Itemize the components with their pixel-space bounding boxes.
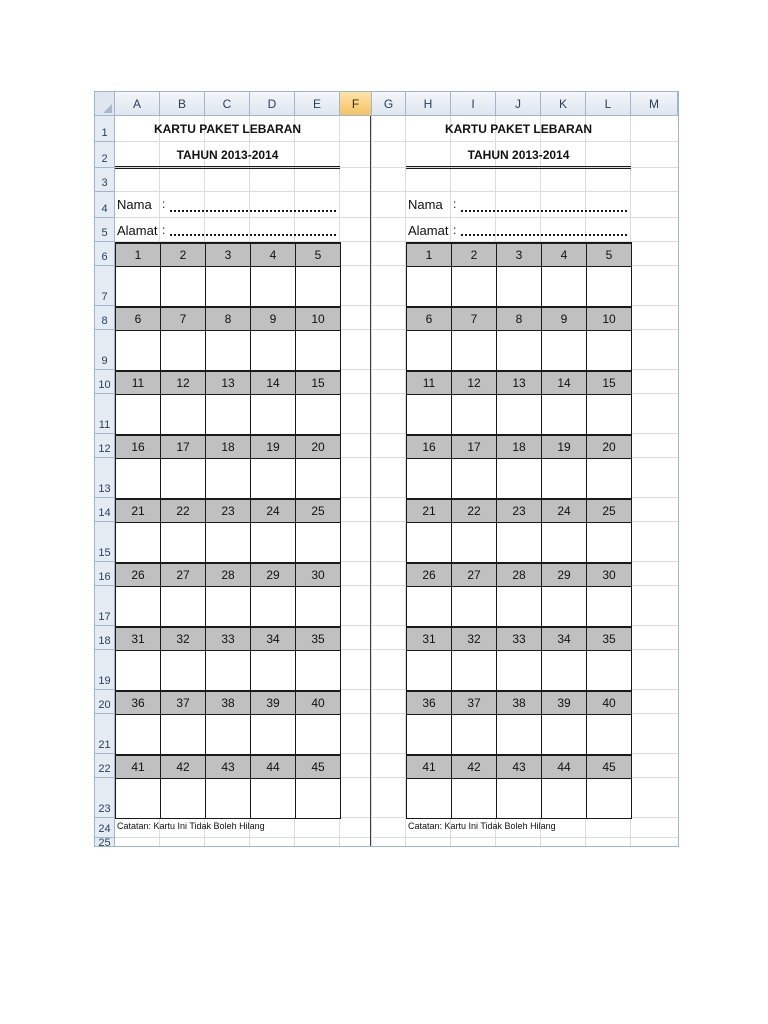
column-header-e[interactable]: E (295, 92, 340, 116)
stamp-box[interactable] (496, 522, 542, 563)
stamp-box[interactable] (541, 650, 587, 691)
stamp-box[interactable] (586, 266, 632, 307)
stamp-box[interactable] (586, 330, 632, 371)
row-header-15[interactable]: 15 (95, 522, 115, 562)
name-fill-line[interactable] (461, 210, 627, 212)
number-cell: 19 (250, 434, 296, 459)
stamp-box[interactable] (586, 714, 632, 755)
stamp-box[interactable] (586, 394, 632, 435)
stamp-box[interactable] (541, 394, 587, 435)
name-colon: : (453, 197, 457, 211)
number-cell: 18 (205, 434, 251, 459)
gridline (115, 191, 678, 192)
column-header-d[interactable]: D (250, 92, 295, 116)
column-header-i[interactable]: I (451, 92, 496, 116)
number-cell: 40 (295, 690, 341, 715)
stamp-box[interactable] (115, 266, 161, 307)
stamp-box[interactable] (406, 394, 452, 435)
row-header-13[interactable]: 13 (95, 458, 115, 498)
number-cell: 14 (541, 370, 587, 395)
stamp-box[interactable] (250, 650, 296, 691)
number-cell: 38 (205, 690, 251, 715)
card-year: TAHUN 2013-2014 (176, 148, 279, 162)
stamp-box[interactable] (250, 394, 296, 435)
number-cell: 29 (541, 562, 587, 587)
row-header-2[interactable]: 2 (95, 142, 115, 168)
stamp-box[interactable] (586, 586, 632, 627)
number-cell: 10 (586, 306, 632, 331)
address-label: Alamat (408, 223, 449, 238)
stamp-box[interactable] (205, 586, 251, 627)
stamp-box[interactable] (451, 586, 497, 627)
stamp-box[interactable] (295, 778, 341, 819)
number-cell: 4 (250, 242, 296, 267)
number-cell: 22 (160, 498, 206, 523)
column-header-a[interactable]: A (115, 92, 160, 116)
stamp-box[interactable] (496, 650, 542, 691)
address-fill-line[interactable] (170, 234, 336, 236)
number-cell: 27 (160, 562, 206, 587)
number-cell: 44 (541, 754, 587, 779)
card-note: Catatan: Kartu Ini Tidak Boleh Hilang (117, 821, 265, 831)
page-break-line (370, 116, 371, 846)
number-cell: 20 (295, 434, 341, 459)
number-cell: 25 (295, 498, 341, 523)
address-colon: : (453, 223, 457, 237)
number-cell: 24 (541, 498, 587, 523)
spreadsheet-grid[interactable] (94, 91, 679, 847)
number-cell: 37 (160, 690, 206, 715)
stamp-box[interactable] (205, 522, 251, 563)
number-cell: 7 (160, 306, 206, 331)
number-cell: 31 (115, 626, 161, 651)
number-cell: 35 (586, 626, 632, 651)
row-header-16[interactable]: 16 (95, 562, 115, 586)
stamp-box[interactable] (406, 330, 452, 371)
number-cell: 12 (160, 370, 206, 395)
stamp-box[interactable] (160, 522, 206, 563)
stamp-box[interactable] (205, 714, 251, 755)
number-cell: 38 (496, 690, 542, 715)
row-header-19[interactable]: 19 (95, 650, 115, 690)
stamp-box[interactable] (295, 330, 341, 371)
number-cell: 30 (586, 562, 632, 587)
number-cell: 12 (451, 370, 497, 395)
number-cell: 43 (205, 754, 251, 779)
row-header-5[interactable]: 5 (95, 218, 115, 242)
number-cell: 8 (205, 306, 251, 331)
stamp-box[interactable] (160, 394, 206, 435)
stamp-box[interactable] (205, 778, 251, 819)
number-cell: 6 (406, 306, 452, 331)
number-cell: 4 (541, 242, 587, 267)
row-header-7[interactable]: 7 (95, 266, 115, 306)
number-cell: 6 (115, 306, 161, 331)
number-cell: 5 (586, 242, 632, 267)
number-cell: 15 (295, 370, 341, 395)
column-header-g[interactable]: G (372, 92, 406, 116)
column-header-c[interactable]: C (205, 92, 250, 116)
stamp-box[interactable] (295, 394, 341, 435)
number-cell: 44 (250, 754, 296, 779)
stamp-box[interactable] (451, 522, 497, 563)
stamp-box[interactable] (541, 778, 587, 819)
number-cell: 39 (541, 690, 587, 715)
select-all-corner[interactable] (95, 92, 115, 116)
row-header-4[interactable]: 4 (95, 192, 115, 218)
number-cell: 20 (586, 434, 632, 459)
stamp-box[interactable] (586, 458, 632, 499)
number-cell: 41 (115, 754, 161, 779)
address-label: Alamat (117, 223, 158, 238)
number-cell: 33 (496, 626, 542, 651)
stamp-box[interactable] (160, 458, 206, 499)
number-cell: 35 (295, 626, 341, 651)
number-cell: 32 (160, 626, 206, 651)
number-cell: 16 (115, 434, 161, 459)
row-header-12[interactable]: 12 (95, 434, 115, 458)
stamp-box[interactable] (406, 650, 452, 691)
stamp-box[interactable] (295, 266, 341, 307)
row-header-14[interactable]: 14 (95, 498, 115, 522)
number-cell: 11 (115, 370, 161, 395)
stamp-box[interactable] (250, 522, 296, 563)
row-header-8[interactable]: 8 (95, 306, 115, 330)
stamp-box[interactable] (406, 266, 452, 307)
row-header-24[interactable]: 24 (95, 818, 115, 838)
number-cell: 41 (406, 754, 452, 779)
number-cell: 19 (541, 434, 587, 459)
number-cell: 2 (451, 242, 497, 267)
stamp-box[interactable] (496, 586, 542, 627)
number-cell: 26 (406, 562, 452, 587)
number-cell: 21 (115, 498, 161, 523)
title-underline (406, 166, 631, 169)
column-header-b[interactable]: B (160, 92, 205, 116)
stamp-box[interactable] (250, 458, 296, 499)
stamp-box[interactable] (496, 778, 542, 819)
number-cell: 28 (205, 562, 251, 587)
number-cell: 24 (250, 498, 296, 523)
stamp-box[interactable] (406, 586, 452, 627)
number-cell: 39 (250, 690, 296, 715)
number-cell: 17 (160, 434, 206, 459)
column-header-h[interactable]: H (406, 92, 451, 116)
number-cell: 28 (496, 562, 542, 587)
number-cell: 26 (115, 562, 161, 587)
stamp-box[interactable] (496, 714, 542, 755)
row-header-11[interactable]: 11 (95, 394, 115, 434)
gridline (115, 217, 678, 218)
stamp-box[interactable] (115, 650, 161, 691)
number-cell: 1 (115, 242, 161, 267)
column-header-m[interactable]: M (631, 92, 678, 116)
number-cell: 15 (586, 370, 632, 395)
number-cell: 16 (406, 434, 452, 459)
number-cell: 9 (541, 306, 587, 331)
number-cell: 34 (541, 626, 587, 651)
row-header-9[interactable]: 9 (95, 330, 115, 370)
number-cell: 32 (451, 626, 497, 651)
row-header-20[interactable]: 20 (95, 690, 115, 714)
column-header-f[interactable]: F (340, 92, 372, 116)
number-cell: 33 (205, 626, 251, 651)
gridline (115, 141, 678, 142)
stamp-box[interactable] (541, 586, 587, 627)
stamp-box[interactable] (451, 714, 497, 755)
stamp-box[interactable] (451, 394, 497, 435)
number-cell: 3 (496, 242, 542, 267)
stamp-box[interactable] (205, 650, 251, 691)
number-cell: 23 (205, 498, 251, 523)
number-cell: 23 (496, 498, 542, 523)
address-fill-line[interactable] (461, 234, 627, 236)
address-colon: : (162, 223, 166, 237)
stamp-box[interactable] (160, 650, 206, 691)
gridline (371, 116, 372, 846)
stamp-box[interactable] (115, 778, 161, 819)
stamp-box[interactable] (541, 266, 587, 307)
stamp-box[interactable] (160, 778, 206, 819)
number-cell: 42 (451, 754, 497, 779)
name-label: Nama (408, 197, 443, 212)
column-header-j[interactable]: J (496, 92, 541, 116)
stamp-box[interactable] (205, 394, 251, 435)
stamp-box[interactable] (205, 330, 251, 371)
row-header-22[interactable]: 22 (95, 754, 115, 778)
stamp-box[interactable] (451, 266, 497, 307)
stamp-box[interactable] (250, 330, 296, 371)
stamp-box[interactable] (205, 266, 251, 307)
number-cell: 45 (586, 754, 632, 779)
number-cell: 40 (586, 690, 632, 715)
stamp-box[interactable] (586, 650, 632, 691)
name-colon: : (162, 197, 166, 211)
number-cell: 25 (586, 498, 632, 523)
stamp-box[interactable] (295, 586, 341, 627)
row-header-6[interactable]: 6 (95, 242, 115, 266)
stamp-box[interactable] (160, 714, 206, 755)
stamp-box[interactable] (160, 586, 206, 627)
stamp-box[interactable] (250, 778, 296, 819)
stamp-box[interactable] (451, 330, 497, 371)
number-cell: 5 (295, 242, 341, 267)
number-cell: 13 (496, 370, 542, 395)
row-header-21[interactable]: 21 (95, 714, 115, 754)
stamp-box[interactable] (205, 458, 251, 499)
card-note: Catatan: Kartu Ini Tidak Boleh Hilang (408, 821, 556, 831)
number-cell: 1 (406, 242, 452, 267)
number-cell: 36 (115, 690, 161, 715)
stamp-box[interactable] (586, 778, 632, 819)
number-cell: 43 (496, 754, 542, 779)
stamp-box[interactable] (541, 458, 587, 499)
name-fill-line[interactable] (170, 210, 336, 212)
stamp-box[interactable] (115, 586, 161, 627)
number-cell: 3 (205, 242, 251, 267)
stamp-box[interactable] (496, 266, 542, 307)
stamp-box[interactable] (541, 714, 587, 755)
card-title: KARTU PAKET LEBARAN (444, 122, 593, 136)
stamp-box[interactable] (295, 458, 341, 499)
number-cell: 10 (295, 306, 341, 331)
number-cell: 18 (496, 434, 542, 459)
stamp-box[interactable] (115, 458, 161, 499)
number-cell: 27 (451, 562, 497, 587)
title-underline (115, 166, 340, 169)
number-cell: 30 (295, 562, 341, 587)
row-header-23[interactable]: 23 (95, 778, 115, 818)
stamp-box[interactable] (115, 714, 161, 755)
stamp-box[interactable] (115, 330, 161, 371)
stamp-box[interactable] (496, 394, 542, 435)
stamp-box[interactable] (451, 650, 497, 691)
gridline (115, 837, 678, 838)
card-title: KARTU PAKET LEBARAN (153, 122, 302, 136)
number-cell: 13 (205, 370, 251, 395)
stamp-box[interactable] (406, 778, 452, 819)
number-cell: 22 (451, 498, 497, 523)
number-cell: 29 (250, 562, 296, 587)
stamp-box[interactable] (406, 714, 452, 755)
stamp-box[interactable] (160, 266, 206, 307)
stamp-box[interactable] (496, 458, 542, 499)
stamp-box[interactable] (406, 522, 452, 563)
name-label: Nama (117, 197, 152, 212)
stamp-box[interactable] (451, 458, 497, 499)
stamp-box[interactable] (451, 778, 497, 819)
row-header-17[interactable]: 17 (95, 586, 115, 626)
column-header-l[interactable]: L (586, 92, 631, 116)
stamp-box[interactable] (160, 330, 206, 371)
number-cell: 34 (250, 626, 296, 651)
stamp-box[interactable] (295, 522, 341, 563)
stamp-box[interactable] (541, 330, 587, 371)
number-cell: 2 (160, 242, 206, 267)
stamp-box[interactable] (541, 522, 587, 563)
stamp-box[interactable] (250, 714, 296, 755)
stamp-box[interactable] (406, 458, 452, 499)
number-cell: 11 (406, 370, 452, 395)
number-cell: 37 (451, 690, 497, 715)
row-header-18[interactable]: 18 (95, 626, 115, 650)
row-header-3[interactable]: 3 (95, 168, 115, 192)
stamp-box[interactable] (295, 650, 341, 691)
number-cell: 7 (451, 306, 497, 331)
stamp-box[interactable] (250, 266, 296, 307)
stamp-box[interactable] (115, 522, 161, 563)
column-header-k[interactable]: K (541, 92, 586, 116)
stamp-box[interactable] (496, 330, 542, 371)
card-year: TAHUN 2013-2014 (467, 148, 570, 162)
row-header-10[interactable]: 10 (95, 370, 115, 394)
number-cell: 31 (406, 626, 452, 651)
stamp-box[interactable] (115, 394, 161, 435)
number-cell: 17 (451, 434, 497, 459)
number-cell: 8 (496, 306, 542, 331)
number-cell: 36 (406, 690, 452, 715)
number-cell: 45 (295, 754, 341, 779)
stamp-box[interactable] (295, 714, 341, 755)
number-cell: 9 (250, 306, 296, 331)
row-header-25[interactable]: 25 (95, 838, 115, 847)
number-cell: 42 (160, 754, 206, 779)
number-cell: 14 (250, 370, 296, 395)
row-header-1[interactable]: 1 (95, 116, 115, 142)
number-cell: 21 (406, 498, 452, 523)
stamp-box[interactable] (250, 586, 296, 627)
stamp-box[interactable] (586, 522, 632, 563)
